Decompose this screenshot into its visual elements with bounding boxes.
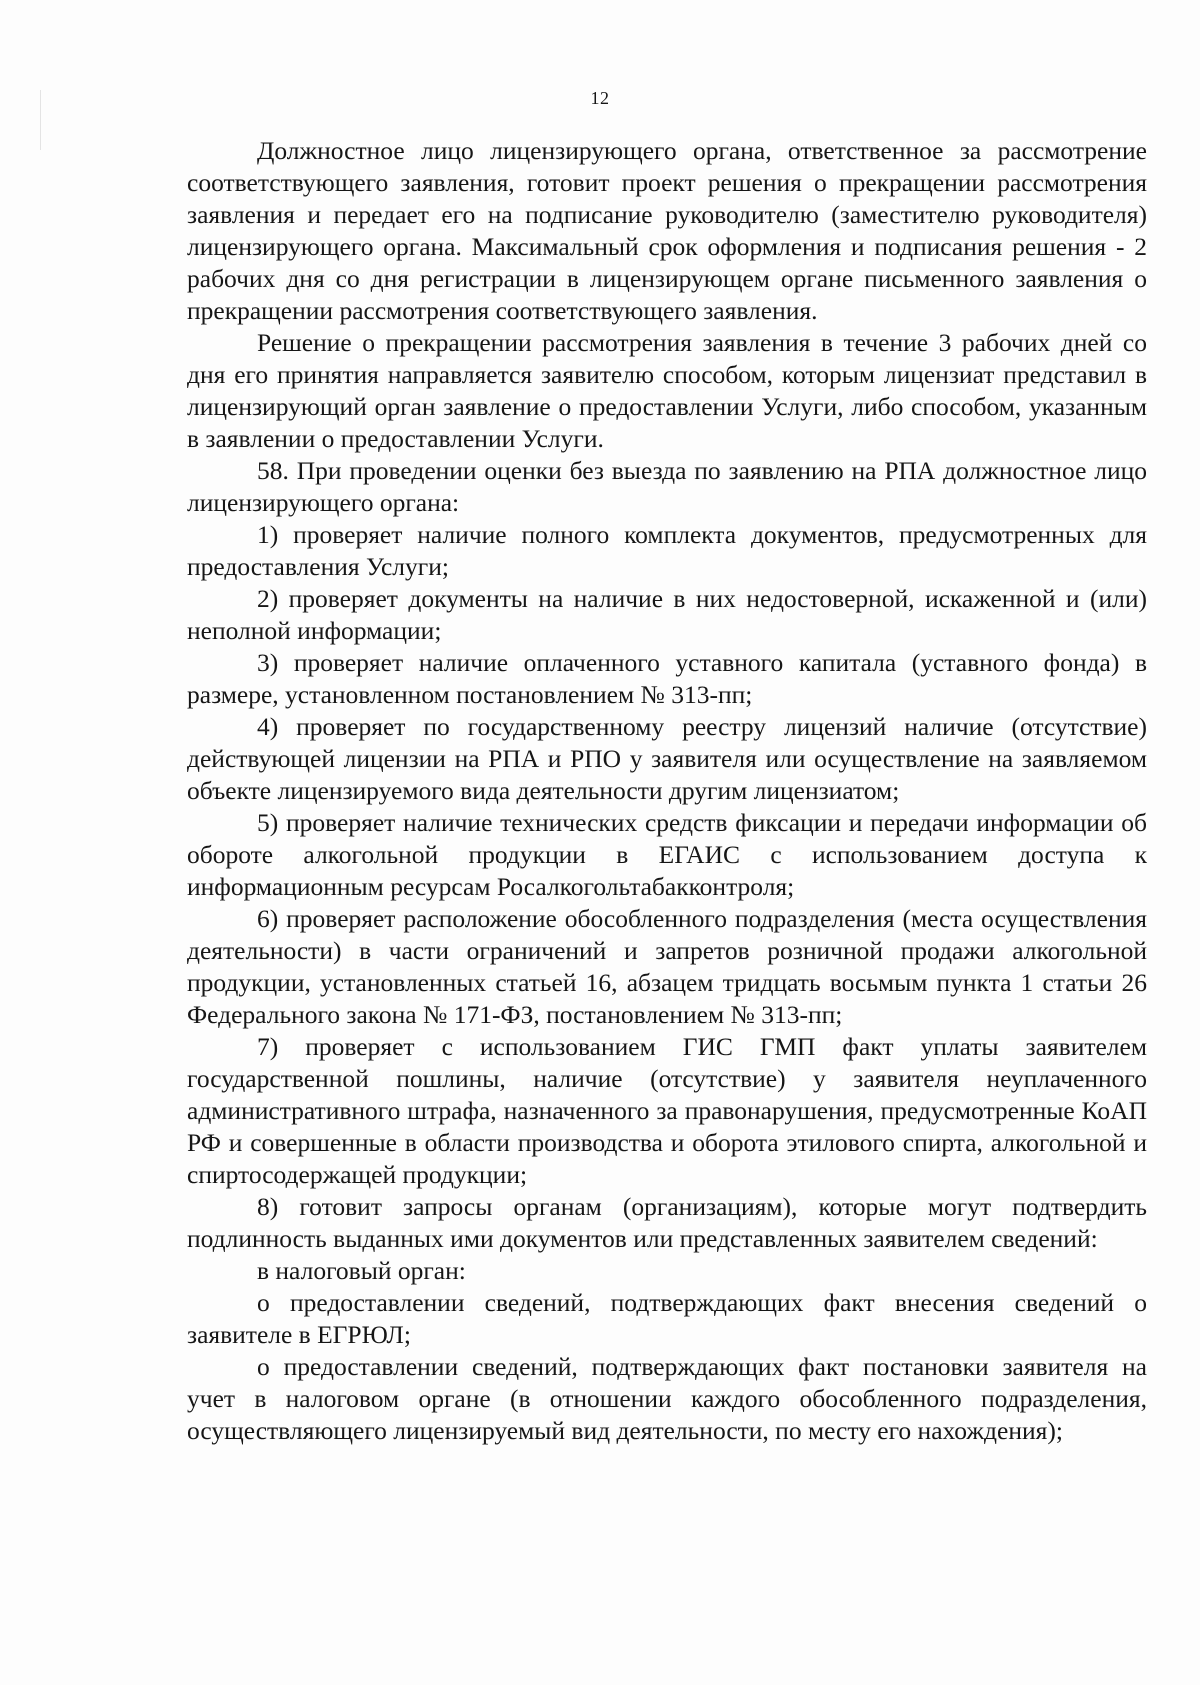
- list-item: 3) проверяет наличие оплаченного уставного капитала (уставного фонда) в размере, установленном постановлением № 313-пп;: [187, 648, 1147, 709]
- sub-item: о предоставлении сведений, подтверждающих факт внесения сведений о заявителе в ЕГРЮЛ;: [187, 1288, 1147, 1349]
- list-item: 1) проверяет наличие полного комплекта документов, предусмотренных для предоставления Услуги;: [187, 520, 1147, 581]
- list-item: 8) готовит запросы органам (организациям), которые могут подтвердить подлинность выданных ими документов или представленных заявителем сведений:: [187, 1192, 1147, 1253]
- document-body: [187, 135, 1147, 1447]
- paragraph: Должностное лицо лицензирующего органа, ответственное за рассмотрение соответствующего заявления, готовит проект решения о прекращении рассмотрения заявления и передает его на подписание руководителю (заместителю руководителя) лицензирующего органа. Максимальный срок оформления и подписания решения - 2 рабочих дня со дня регистрации в лицензирующем органе письменного заявления о прекращении рассмотрения соответствующего заявления.: [187, 136, 1147, 325]
- sub-item: о предоставлении сведений, подтверждающих факт постановки заявителя на учет в налоговом органе (в отношении каждого обособленного подразделения, осуществляющего лицензируемый вид деятельности, по месту его нахождения);: [187, 1352, 1147, 1445]
- list-item: 5) проверяет наличие технических средств фиксации и передачи информации об обороте алкогольной продукции в ЕГАИС с использованием доступа к информационным ресурсам Росалкогольтабакконтроля;: [187, 808, 1147, 901]
- list-item: 6) проверяет расположение обособленного подразделения (места осуществления деятельности) в части ограничений и запретов розничной продажи алкогольной продукции, установленных статьей 16, абзацем тридцать восьмым пункта 1 статьи 26 Федерального закона № 171-ФЗ, постановлением № 313-пп;: [187, 904, 1147, 1029]
- paragraph-item-58: 58. При проведении оценки без выезда по заявлению на РПА должностное лицо лицензирующего органа:: [187, 456, 1147, 517]
- page-number: 12: [590, 88, 610, 108]
- sub-item: в налоговый орган:: [257, 1256, 466, 1285]
- list-item: 4) проверяет по государственному реестру лицензий наличие (отсутствие) действующей лицензии на РПА и РПО у заявителя или осуществление на заявляемом объекте лицензируемого вида деятельности другим лицензиатом;: [187, 712, 1147, 805]
- list-item: 2) проверяет документы на наличие в них недостоверной, искаженной и (или) неполной информации;: [187, 584, 1147, 645]
- list-item: 7) проверяет с использованием ГИС ГМП факт уплаты заявителем государственной пошлины, наличие (отсутствие) у заявителя неуплаченного административного штрафа, назначенного за правонарушения, предусмотренные КоАП РФ и совершенные в области производства и оборота этилового спирта, алкогольной и спиртосодержащей продукции;: [187, 1032, 1147, 1189]
- paragraph: Решение о прекращении рассмотрения заявления в течение 3 рабочих дней со дня его принятия направляется заявителю способом, которым лицензиат представил в лицензирующий орган заявление о предоставлении Услуги, либо способом, указанным в заявлении о предоставлении Услуги.: [187, 328, 1147, 453]
